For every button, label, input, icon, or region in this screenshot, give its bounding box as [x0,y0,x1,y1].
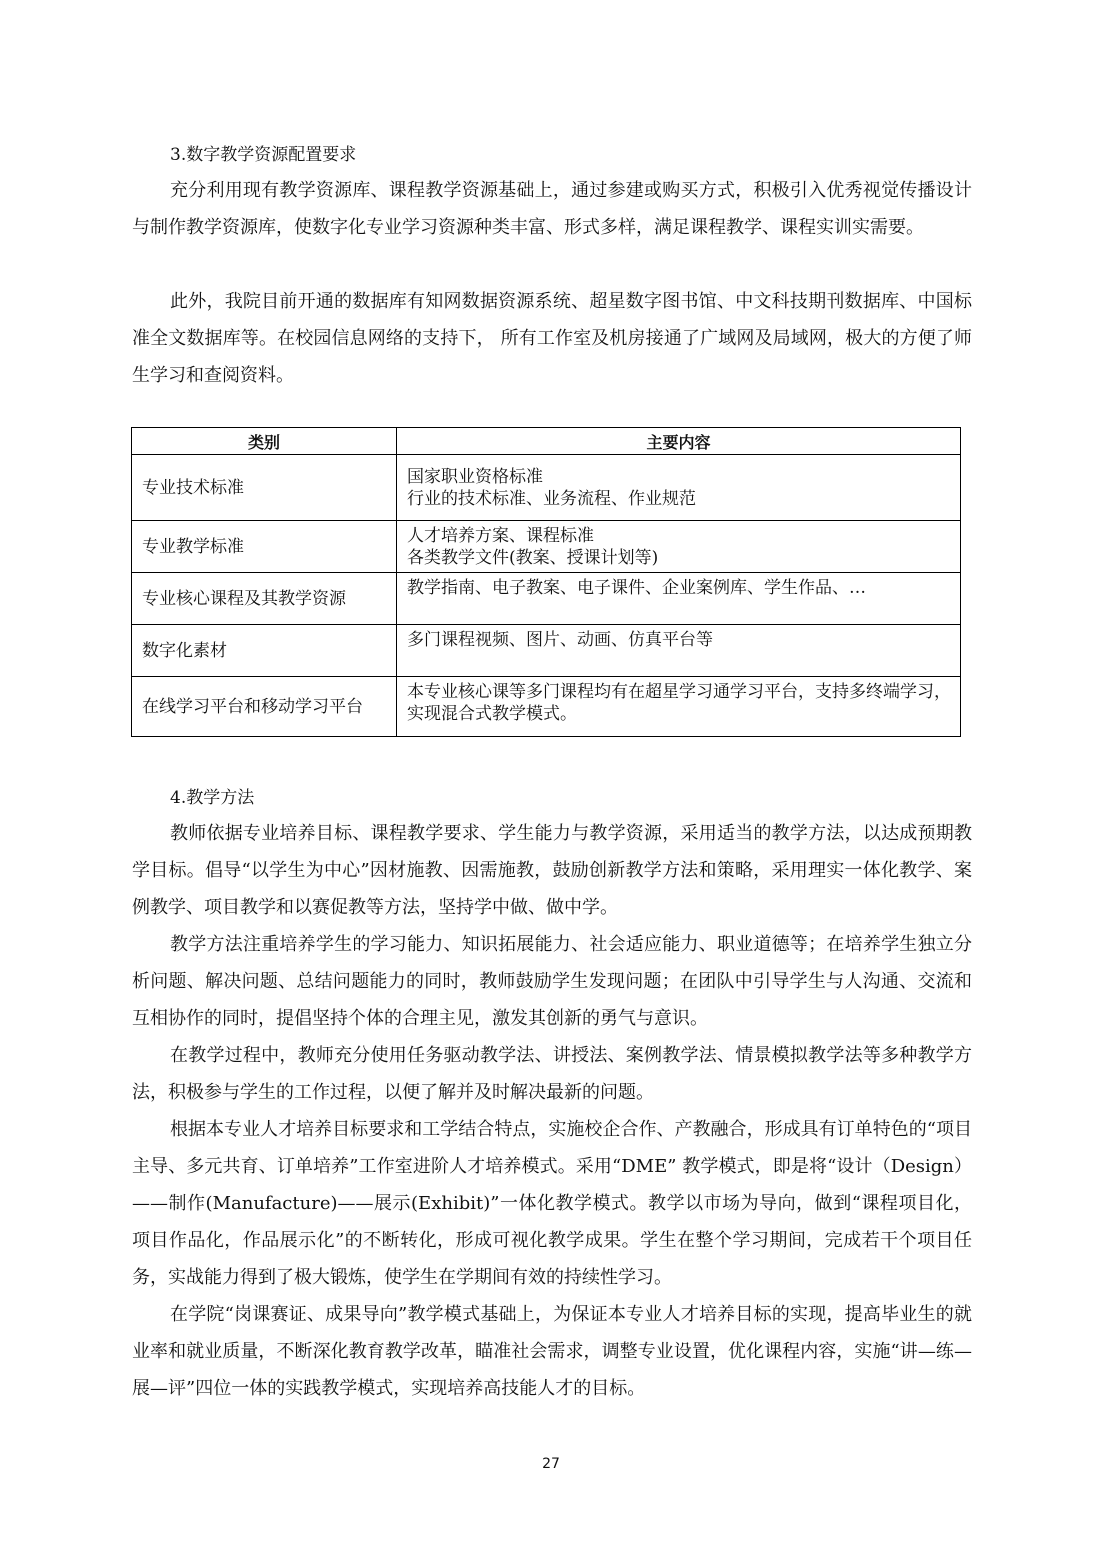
content-line: 教学指南、电子教案、电子课件、企业案例库、学生作品、… [407,578,866,598]
paragraph: 在学院“岗课赛证、成果导向”教学模式基础上，为保证本专业人才培养目标的实现，提高毕业生的就业率和就业质量，不断深化教育教学改革，瞄准社会需求，调整专业设置，优化课程内容，实施“讲—练—展—评”四位一体的实践教学模式，实现培养高技能人才的目标。 [132,1304,972,1399]
table-header-row [132,428,961,455]
resource-table [131,427,961,737]
paragraph: 根据本专业人才培养目标要求和工学结合特点，实施校企合作、产教融合，形成具有订单特色的“项目主导、多元共育、订单培养”工作室进阶人才培养模式。采用“DME” 教学模式，即是将“设计（Design）——制作(Manufacture)——展示(Exhibit)”一体化教学模式。教学以市场为导向，做到“课程项目化，项目作品化，作品展示化”的不断转化，形成可视化教学成果。学生在整个学习期间，完成若干个项目任务，实战能力得到了极大锻炼，使学生在学期间有效的持续性学习。 [132,1119,972,1288]
table-cell-category: 数字化素材 [132,625,397,677]
table-row [132,573,961,625]
table-row [132,677,961,737]
content-line: 国家职业资格标准 [407,466,543,487]
paragraph: 教学方法注重培养学生的学习能力、知识拓展能力、社会适应能力、职业道德等；在培养学生独立分析问题、解决问题、总结问题能力的同时，教师鼓励学生发现问题；在团队中引导学生与人沟通、交流和互相协作的同时，提倡坚持个体的合理主见，激发其创新的勇气与意识。 [132,934,972,1029]
table-cell-category: 在线学习平台和移动学习平台 [132,677,397,737]
table-row [132,455,961,521]
table-header-content: 主要内容 [397,428,961,455]
table-cell-content [397,625,961,677]
paragraph: 在教学过程中，教师充分使用任务驱动教学法、讲授法、案例教学法、情景模拟教学法等多种教学方法，积极参与学生的工作过程，以便了解并及时解决最新的问题。 [132,1045,972,1103]
section-heading: 4.教学方法 [170,788,255,808]
content-line: 各类教学文件(教案、授课计划等) [407,547,659,568]
content-line: 行业的技术标准、业务流程、作业规范 [407,488,696,509]
table-row [132,625,961,677]
paragraph: 充分利用现有教学资源库、课程教学资源基础上，通过参建或购买方式，积极引入优秀视觉传播设计与制作教学资源库，使数字化专业学习资源种类丰富、形式多样，满足课程教学、课程实训实需要。 [132,180,972,238]
content-line: 本专业核心课等多门课程均有在超星学习通学习平台，支持多终端学习，实现混合式教学模式。 [407,682,951,724]
table-cell-category: 专业技术标准 [132,455,397,521]
table-cell-content [397,455,961,521]
table-cell-content [397,573,961,625]
table-cell-category: 专业教学标准 [132,521,397,573]
content-line: 人才培养方案、课程标准 [407,525,594,546]
table-header-category: 类别 [132,428,397,455]
page-number: 27 [542,1456,560,1472]
table-cell-content [397,521,961,573]
table-cell-content [397,677,961,737]
table-cell-category: 专业核心课程及其教学资源 [132,573,397,625]
content-line: 多门课程视频、图片、动画、仿真平台等 [407,630,713,650]
section-heading: 3.数字教学资源配置要求 [170,145,357,165]
table-row [132,521,961,573]
paragraph: 此外，我院目前开通的数据库有知网数据资源系统、超星数字图书馆、中文科技期刊数据库、中国标准全文数据库等。在校园信息网络的支持下， 所有工作室及机房接通了广域网及局域网，极大的方便了师生学习和查阅资料。 [132,291,972,386]
paragraph: 教师依据专业培养目标、课程教学要求、学生能力与教学资源，采用适当的教学方法，以达成预期教学目标。倡导“以学生为中心”因材施教、因需施教，鼓励创新教学方法和策略，采用理实一体化教学、案例教学、项目教学和以赛促教等方法，坚持学中做、做中学。 [132,823,972,918]
